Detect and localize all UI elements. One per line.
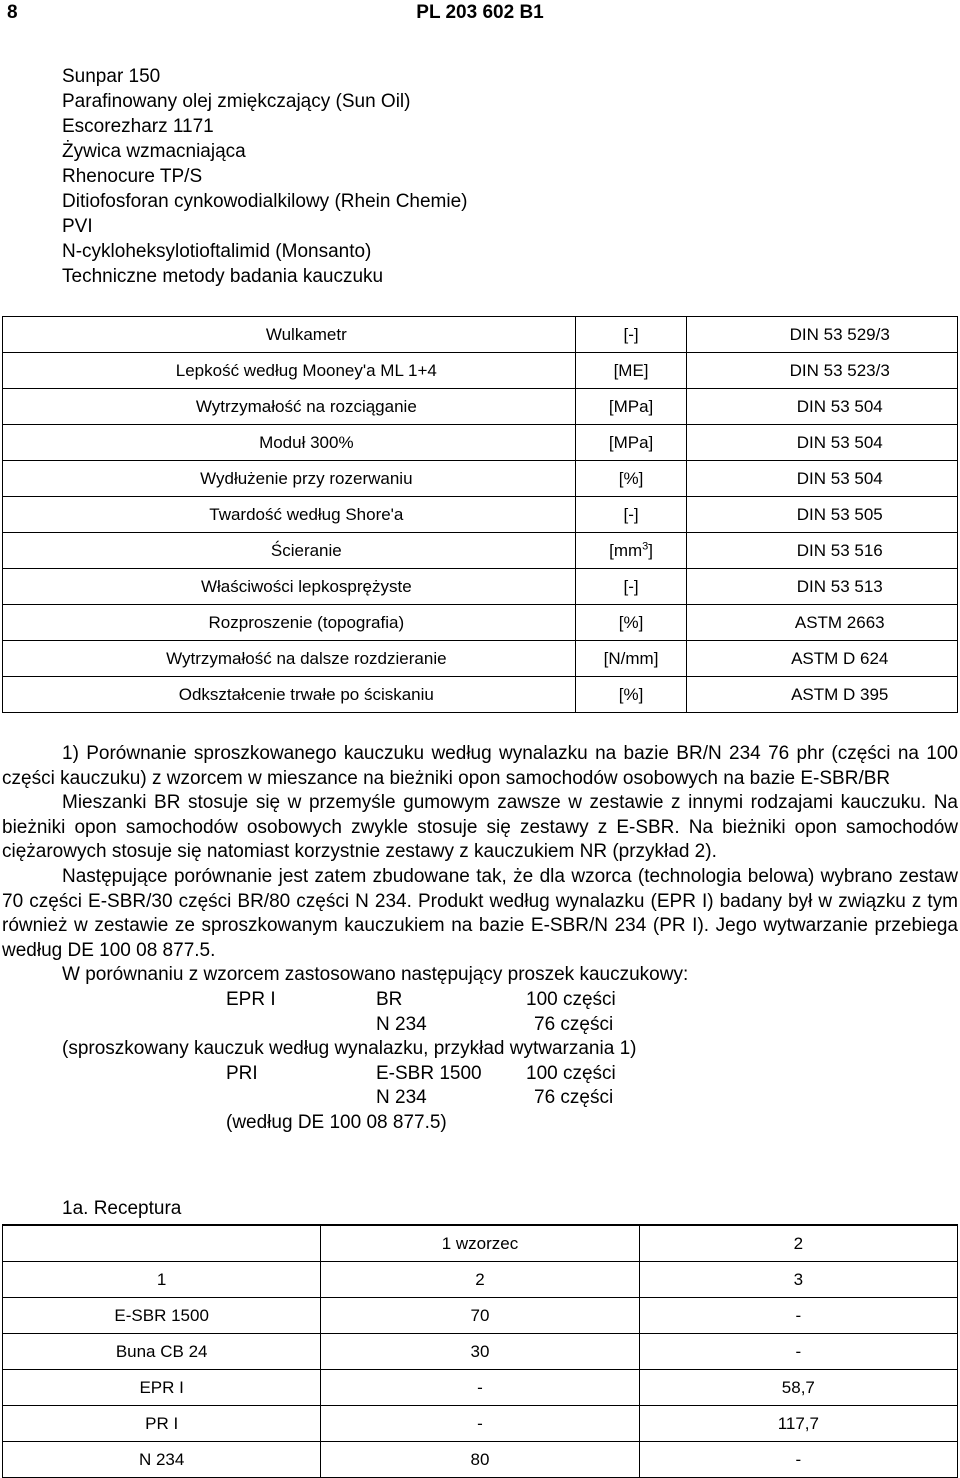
method-standard: ASTM D 624 [687, 641, 958, 677]
header-cell: 2 [321, 1262, 639, 1298]
table-cell: EPR I [3, 1370, 321, 1406]
table-row [3, 677, 958, 713]
amount: 100 części [526, 988, 616, 1010]
component: BR [376, 988, 403, 1010]
page-number: 8 [7, 2, 18, 23]
method-unit: [%] [575, 605, 687, 641]
table-row [3, 317, 958, 353]
method-name: Twardość według Shore'a [3, 497, 576, 533]
table-row [3, 569, 958, 605]
list-item [2, 1037, 958, 1062]
table-row [3, 1442, 958, 1478]
method-unit: [-] [575, 497, 687, 533]
table-cell: - [639, 1442, 957, 1478]
method-unit: [ME] [575, 353, 687, 389]
amount: 100 części [526, 1062, 616, 1084]
header-cell: 3 [639, 1262, 957, 1298]
table-cell: PR I [3, 1406, 321, 1442]
table-cell: 80 [321, 1442, 639, 1478]
table-row [3, 461, 958, 497]
table-row [3, 425, 958, 461]
list-item [2, 1062, 958, 1087]
paragraph: Następujące porównanie jest zatem zbudowane tak, że dla wzorca (technologia belowa) wybrano zestaw 70 części E-SBR/30 części BR/80 części N 234. Produkt według wynalazku (EPR I) badany był w związku z tym również w zestawie ze sproszkowanym kauczukiem na bazie E-SBR/N 234 (PR I). Jego wytwarzanie przebiega według DE 100 08 877.5. [2, 865, 958, 961]
method-unit [575, 533, 687, 569]
method-name: Właściwości lepkosprężyste [3, 569, 576, 605]
product-name: PRI [226, 1062, 258, 1084]
method-unit: [%] [575, 677, 687, 713]
table-header-row [3, 1225, 958, 1262]
note: (według DE 100 08 877.5) [226, 1111, 447, 1133]
component: N 234 [376, 1087, 427, 1109]
list-item [2, 1086, 958, 1111]
section-title: 1a. Receptura [62, 1198, 182, 1219]
method-standard: DIN 53 505 [687, 497, 958, 533]
table-row [3, 389, 958, 425]
paragraph: W porównaniu z wzorcem zastosowano następujący proszek kauczukowy: [62, 964, 689, 986]
table-cell: 117,7 [639, 1406, 957, 1442]
method-standard: DIN 53 513 [687, 569, 958, 605]
table-row [3, 533, 958, 569]
table-row [3, 1370, 958, 1406]
method-unit: [-] [575, 317, 687, 353]
amount: 76 części [534, 1087, 614, 1109]
header-cell: 1 wzorzec [321, 1225, 639, 1262]
unit-superscript: 3 [642, 539, 649, 552]
method-name: Moduł 300% [3, 425, 576, 461]
unit-prefix: [mm [609, 540, 643, 560]
header-cell: 2 [639, 1225, 957, 1262]
paragraph: 1) Porównanie sproszkowanego kauczuku według wynalazku na bazie BR/N 234 76 phr (części na 100 części kauczuku) z wzorcem w mieszance na bieżniki opon samochodów osobowych na bazie E-SBR/BR [2, 743, 958, 789]
table-cell: N 234 [3, 1442, 321, 1478]
method-name: Odkształcenie trwałe po ściskaniu [3, 677, 576, 713]
materials-line: Sunpar 150 [62, 66, 161, 87]
table-cell: - [639, 1334, 957, 1370]
method-standard: DIN 53 504 [687, 425, 958, 461]
method-unit: [-] [575, 569, 687, 605]
note: (sproszkowany kauczuk według wynalazku, przykład wytwarzania 1) [62, 1038, 637, 1060]
method-unit: [N/mm] [575, 641, 687, 677]
table-cell: 30 [321, 1334, 639, 1370]
method-standard: DIN 53 523/3 [687, 353, 958, 389]
materials-line: Parafinowany olej zmiękczający (Sun Oil) [62, 91, 411, 112]
method-standard: DIN 53 504 [687, 389, 958, 425]
table-row [3, 641, 958, 677]
materials-line: Rhenocure TP/S [62, 166, 203, 187]
header-cell: 1 [3, 1262, 321, 1298]
table-cell: - [321, 1406, 639, 1442]
materials-line: PVI [62, 216, 93, 237]
list-item [2, 988, 958, 1013]
table-cell: - [321, 1370, 639, 1406]
body-text [2, 742, 958, 1136]
method-unit: [MPa] [575, 425, 687, 461]
method-unit: [%] [575, 461, 687, 497]
materials-line: N-cykloheksylotioftalimid (Monsanto) [62, 241, 372, 262]
method-standard: DIN 53 504 [687, 461, 958, 497]
table-row [3, 1298, 958, 1334]
product-name: EPR I [226, 988, 276, 1010]
materials-line: Escorezharz 1171 [62, 116, 214, 137]
materials-line: Ditiofosforan cynkowodialkilowy (Rhein Chemie) [62, 191, 468, 212]
powder-composition-list [2, 988, 958, 1136]
method-standard: ASTM D 395 [687, 677, 958, 713]
header-cell [3, 1225, 321, 1262]
method-standard: DIN 53 529/3 [687, 317, 958, 353]
method-unit: [MPa] [575, 389, 687, 425]
page-header [0, 0, 960, 26]
method-standard: ASTM 2663 [687, 605, 958, 641]
table-row [3, 605, 958, 641]
method-name: Wulkametr [3, 317, 576, 353]
table-row [3, 497, 958, 533]
method-name: Wydłużenie przy rozerwaniu [3, 461, 576, 497]
materials-line: Techniczne metody badania kauczuku [62, 266, 384, 287]
method-name: Rozproszenie (topografia) [3, 605, 576, 641]
table-cell: 58,7 [639, 1370, 957, 1406]
materials-list [62, 64, 468, 289]
test-methods-table [2, 316, 958, 713]
method-name: Wytrzymałość na rozciąganie [3, 389, 576, 425]
table-cell: E-SBR 1500 [3, 1298, 321, 1334]
method-name: Ścieranie [3, 533, 576, 569]
table-cell: - [639, 1298, 957, 1334]
table-row [3, 353, 958, 389]
table-row [3, 1334, 958, 1370]
table-row [3, 1406, 958, 1442]
component: N 234 [376, 1013, 427, 1035]
method-name: Wytrzymałość na dalsze rozdzieranie [3, 641, 576, 677]
paragraph: Mieszanki BR stosuje się w przemyśle gumowym zawsze w zestawie z innymi rodzajami kauczuku. Na bieżniki opon samochodów osobowych zwykle stosuje się zestawy z E-SBR. Na bieżniki opon samochodów ciężarowych stosuje się natomiast korzystnie zestawy z kauczukiem NR (przykład 2). [2, 792, 958, 863]
list-item [2, 1013, 958, 1038]
list-item [2, 1111, 958, 1136]
method-name: Lepkość według Mooney'a ML 1+4 [3, 353, 576, 389]
recipe-table [2, 1224, 958, 1478]
table-cell: Buna CB 24 [3, 1334, 321, 1370]
document-id: PL 203 602 B1 [416, 2, 544, 23]
method-standard: DIN 53 516 [687, 533, 958, 569]
materials-line: Żywica wzmacniająca [62, 141, 246, 162]
table-cell: 70 [321, 1298, 639, 1334]
table-header-row [3, 1262, 958, 1298]
unit-suffix: ] [648, 540, 654, 560]
amount: 76 części [534, 1013, 614, 1035]
component: E-SBR 1500 [376, 1062, 482, 1084]
